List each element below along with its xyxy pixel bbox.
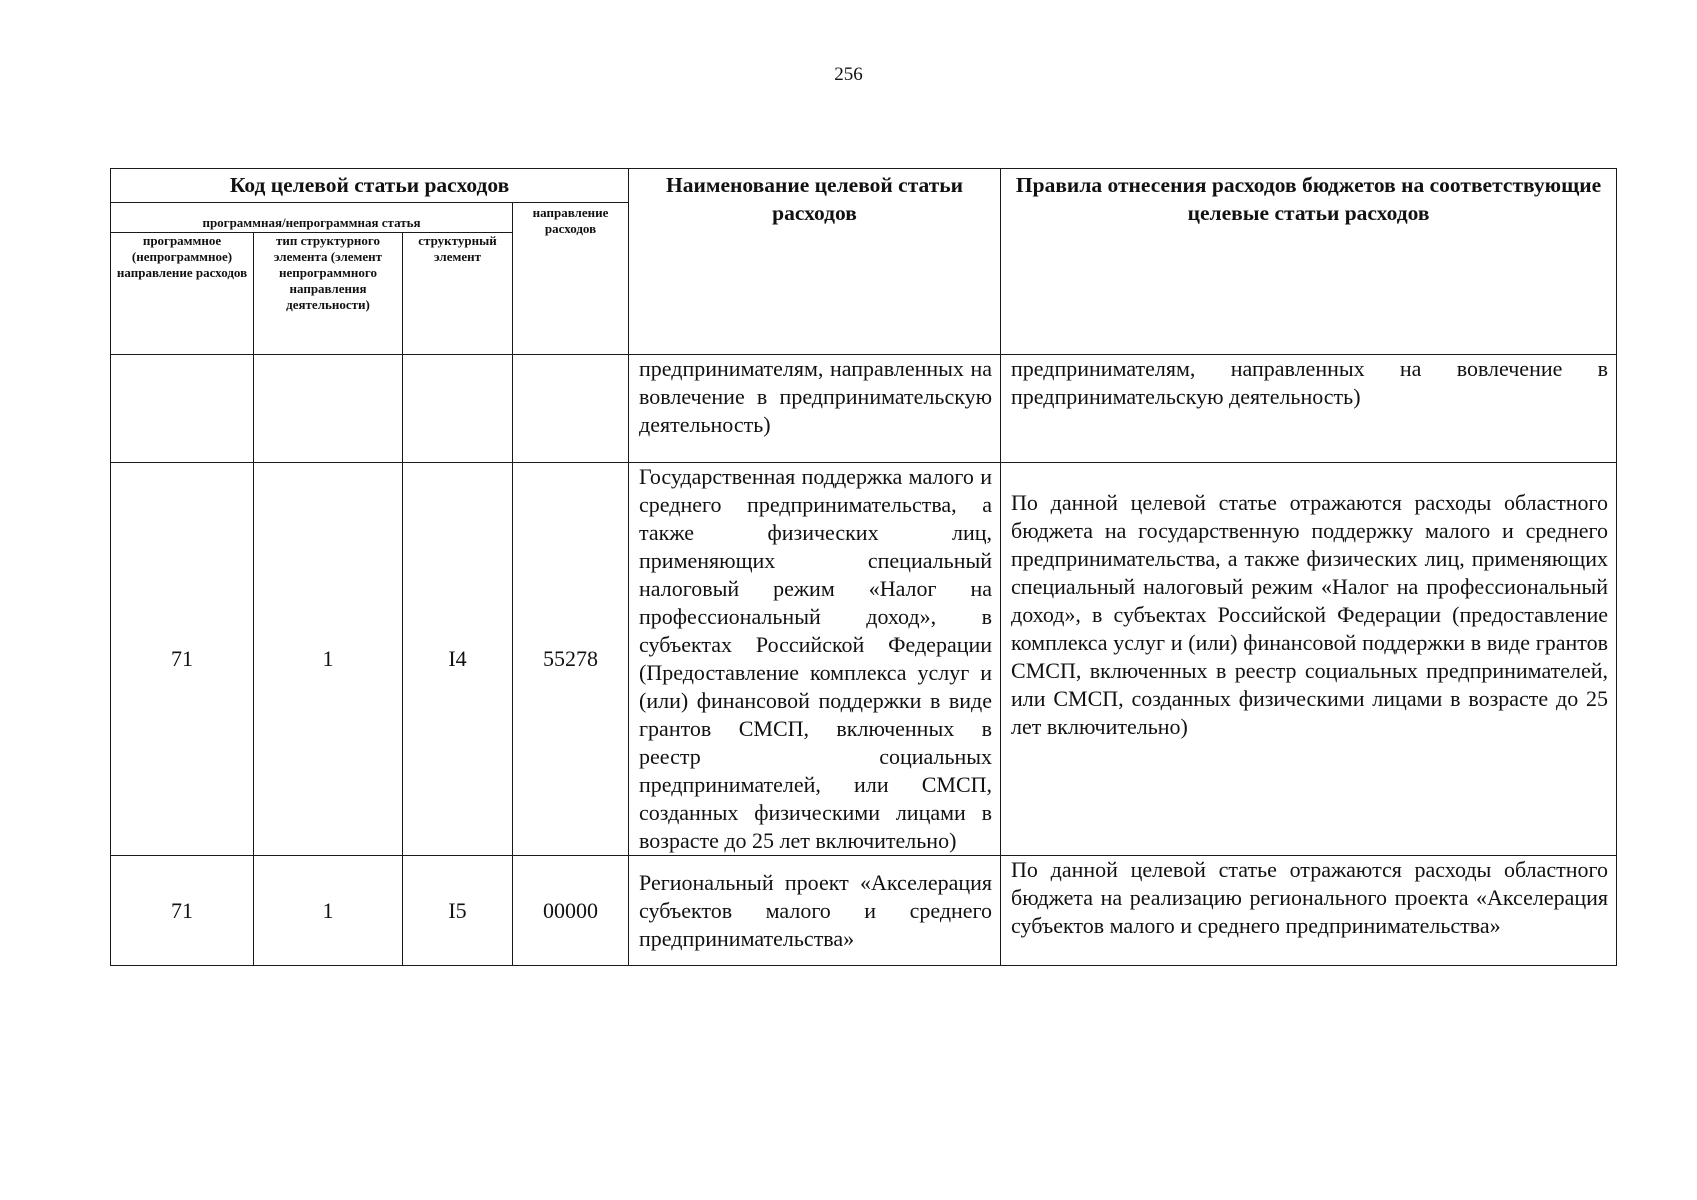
header-program-direction: программное (непрограммное) направление расходов bbox=[111, 233, 254, 355]
cell-type bbox=[254, 355, 403, 463]
table-row bbox=[111, 856, 1617, 966]
cell-element: I4 bbox=[403, 463, 513, 856]
cell-element: I5 bbox=[403, 856, 513, 966]
cell-direction bbox=[513, 355, 629, 463]
cell-name-text: предпринимателям, направленных на вовлечение в предпринимательскую деятельность) bbox=[639, 356, 993, 437]
cell-direction: 55278 bbox=[513, 463, 629, 856]
header-code-title: Код целевой статьи расходов bbox=[111, 169, 629, 203]
header-rules-title: Правила отнесения расходов бюджетов на соответствующие целевые статьи расходов bbox=[1001, 169, 1617, 355]
cell-rules bbox=[1001, 856, 1617, 966]
table-row bbox=[111, 463, 1617, 856]
cell-name-text: Региональный проект «Акселерация субъектов малого и среднего предпринимательства» bbox=[639, 869, 993, 951]
cell-type: 1 bbox=[254, 463, 403, 856]
cell-rules-text: По данной целевой статье отражаются расходы областного бюджета на реализацию регионального проекта «Акселерация субъектов малого и среднего предпринимательства» bbox=[1011, 857, 1609, 938]
cell-name bbox=[629, 463, 1001, 856]
cell-rules-text: предпринимателям, направленных на вовлечение в предпринимательскую деятельность) bbox=[1011, 356, 1609, 409]
cell-name-text: Государственная поддержка малого и среднего предпринимательства, а также физических лиц, применяющих специальный налоговый режим «Налог на профессиональный доход», в субъектах Российской Федерации (Предоставление комплекса услуг и (или) финансовой поддержки в виде грантов СМСП, включенных в реестр социальных предпринимателей, или СМСП, созданных физическими лицами в возрасте до 25 лет включительно) bbox=[639, 464, 993, 853]
budget-code-table bbox=[110, 168, 1617, 966]
cell-program: 71 bbox=[111, 463, 254, 856]
cell-program bbox=[111, 355, 254, 463]
header-element-type: тип структурного элемента (элемент непрограммного направления деятельности) bbox=[254, 233, 403, 355]
page-number: 256 bbox=[834, 64, 863, 85]
header-direction: направление расходов bbox=[513, 203, 629, 355]
cell-rules bbox=[1001, 463, 1617, 856]
cell-type: 1 bbox=[254, 856, 403, 966]
header-row-main bbox=[111, 169, 1617, 203]
header-structural-element: структурный элемент bbox=[403, 233, 513, 355]
cell-name bbox=[629, 355, 1001, 463]
cell-rules bbox=[1001, 355, 1617, 463]
header-program-article: программная/непрограммная статья bbox=[111, 203, 513, 233]
cell-direction: 00000 bbox=[513, 856, 629, 966]
header-name-title: Наименование целевой статьи расходов bbox=[629, 169, 1001, 355]
cell-name bbox=[629, 856, 1001, 966]
table-row bbox=[111, 355, 1617, 463]
cell-element bbox=[403, 355, 513, 463]
cell-program: 71 bbox=[111, 856, 254, 966]
cell-rules-text: По данной целевой статье отражаются расходы областного бюджета на государственную поддержку малого и среднего предпринимательства, а также физических лиц, применяющих специальный налоговый режим «Налог на профессиональный доход», в субъектах Российской Федерации (предоставление комплекса услуг и (или) финансовой поддержки в виде грантов СМСП, включенных в реестр социальных предпринимателей, или СМСП, созданных физическими лицами в возрасте до 25 лет включительно) bbox=[1011, 490, 1609, 739]
